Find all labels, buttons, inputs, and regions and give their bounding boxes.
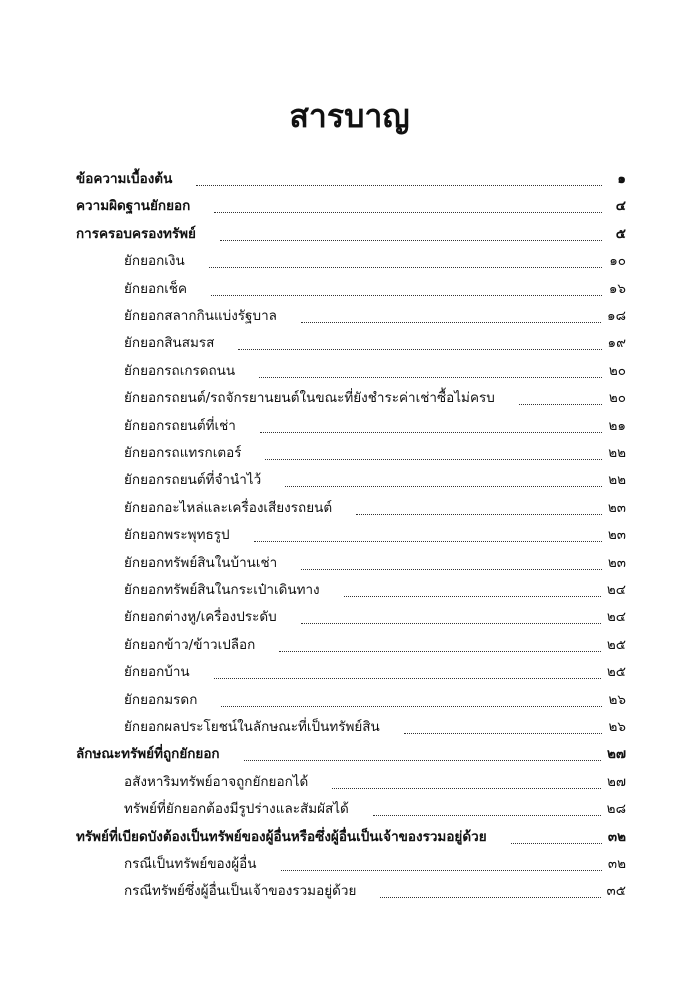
toc-entry-label: ยักยอกพระพุทธรูป <box>124 527 230 544</box>
dot-leader <box>259 377 602 378</box>
toc-entry-label: ยักยอกมรดก <box>124 691 198 708</box>
toc-entry <box>124 413 626 440</box>
toc-entry-label: ยักยอกเช็ค <box>124 280 188 297</box>
dot-leader <box>260 432 602 433</box>
dot-leader <box>211 295 602 296</box>
toc-entry-label: ข้อความเบื้องต้น <box>76 171 173 187</box>
dot-leader <box>214 678 601 679</box>
toc-entry <box>124 495 626 522</box>
toc-entry <box>124 467 626 494</box>
toc-entry <box>124 851 626 878</box>
toc-entry <box>124 878 626 905</box>
toc-entry <box>124 577 626 604</box>
toc-entry-label: ยักยอกต่างหู/เครื่องประดับ <box>124 609 277 626</box>
toc-entry-page: ๒๔ <box>606 609 626 626</box>
toc-entry-page: ๓๒ <box>607 856 626 872</box>
toc-entry-page: ๑๙ <box>607 335 626 352</box>
toc-entry-page: ๒๐ <box>608 390 626 407</box>
toc-entry <box>124 550 626 577</box>
toc-entry <box>124 440 626 467</box>
toc-entry <box>124 522 626 549</box>
page-title: สารบาญ <box>289 97 410 135</box>
toc-entry <box>124 330 626 357</box>
toc-entry-label: ยักยอกรถยนต์ที่เช่า <box>124 417 236 434</box>
toc-entry-label: ทรัพย์ที่ยักยอกต้องมีรูปร่างและสัมผัสได้ <box>124 801 349 818</box>
toc-entry-label: กรณีทรัพย์ซึ่งผู้อื่นเป็นเจ้าของรวมอยู่ด้วย <box>124 883 357 900</box>
toc-entry <box>124 796 626 823</box>
dot-leader <box>404 733 602 734</box>
toc-entry-label: ยักยอกรถเกรดถนน <box>124 362 236 379</box>
toc-entry-label: ยักยอกข้าว/ข้าวเปลือก <box>124 636 256 653</box>
toc-entry <box>124 276 626 303</box>
toc-entry <box>124 687 626 714</box>
toc-entry <box>124 385 626 412</box>
dot-leader <box>220 240 602 241</box>
dot-leader <box>344 596 601 597</box>
toc-entry-page: ๒๓ <box>607 499 626 516</box>
dot-leader <box>265 459 602 460</box>
dot-leader <box>279 651 601 652</box>
dot-leader <box>301 623 601 624</box>
dot-leader <box>238 349 601 350</box>
toc-entry-label: ลักษณะทรัพย์ที่ถูกยักยอก <box>76 746 220 763</box>
toc-entry-page: ๑ <box>617 171 626 187</box>
toc-entry-label: ยักยอกรถยนต์ที่จำนำไว้ <box>124 472 262 489</box>
toc-entry-page: ๒๗ <box>606 746 626 763</box>
dot-leader <box>214 212 602 213</box>
toc-entry-label: ยักยอกสลากกินแบ่งรัฐบาล <box>124 308 277 324</box>
toc-entry-page: ๒๐ <box>608 362 626 379</box>
toc-entry-page: ๕ <box>615 225 626 242</box>
toc-entry <box>124 248 626 275</box>
toc-entry-page: ๒๔ <box>606 582 626 598</box>
toc-entry <box>124 714 626 741</box>
toc-entry-label: ยักยอกสินสมรส <box>124 335 215 352</box>
toc-entry-page: ๑๘ <box>607 308 626 324</box>
toc-entry-page: ๓๒ <box>607 828 626 845</box>
toc-entry-label: การครอบครองทรัพย์ <box>76 225 196 242</box>
toc-entry-page: ๒๖ <box>608 719 626 735</box>
toc-entry <box>124 358 626 385</box>
toc-entry <box>124 604 626 631</box>
dot-leader <box>301 569 602 570</box>
dot-leader <box>244 760 601 761</box>
toc-entry-page: ๒๒ <box>608 445 626 461</box>
toc-entry-page: ๒๘ <box>606 801 626 818</box>
dot-leader <box>373 815 601 816</box>
toc-entry-page: ๒๑ <box>608 417 626 434</box>
toc-entry <box>76 166 626 193</box>
toc-entry-label: ยักยอกผลประโยชน์ในลักษณะที่เป็นทรัพย์สิน <box>124 719 380 735</box>
dot-leader <box>254 541 602 542</box>
dot-leader <box>519 404 602 405</box>
toc-entry <box>124 303 626 330</box>
toc-entry <box>76 741 626 768</box>
toc-entry <box>76 824 626 851</box>
toc-entry-label: ความผิดฐานยักยอก <box>76 198 191 215</box>
toc-entry-page: ๒๓ <box>607 554 626 571</box>
dot-leader <box>196 185 602 186</box>
toc-entry-label: ยักยอกทรัพย์สินในกระเป๋าเดินทาง <box>124 582 320 598</box>
toc-entry-page: ๒๗ <box>606 773 626 790</box>
toc-entry <box>124 632 626 659</box>
toc-entry-page: ๒๕ <box>606 664 626 681</box>
dot-leader <box>281 870 602 871</box>
toc-entry-page: ๒๒ <box>608 472 626 489</box>
toc-entry-label: ยักยอกอะไหล่และเครื่องเสียงรถยนต์ <box>124 499 333 516</box>
toc-entry-page: ๑๖ <box>608 280 626 297</box>
toc-entry <box>76 193 626 220</box>
toc-entry-label: กรณีเป็นทรัพย์ของผู้อื่น <box>124 856 257 872</box>
toc-entry-label: อสังหาริมทรัพย์อาจถูกยักยอกได้ <box>124 773 309 790</box>
toc-entry-page: ๓๕ <box>606 883 626 900</box>
dot-leader <box>356 514 602 515</box>
toc-entry-page: ๔ <box>615 198 626 215</box>
toc-entry <box>76 221 626 248</box>
dot-leader <box>209 267 602 268</box>
toc-entry-page: ๒๖ <box>608 691 626 708</box>
toc-entry-label: ยักยอกรถยนต์/รถจักรยานยนต์ในขณะที่ยังชำระค่าเช่าซื้อไม่ครบ <box>124 390 495 407</box>
toc-entry-page: ๒๓ <box>607 527 626 544</box>
toc-entry-label: ยักยอกทรัพย์สินในบ้านเช่า <box>124 554 278 571</box>
dot-leader <box>380 897 600 898</box>
toc-entry-label: ยักยอกบ้าน <box>124 664 190 681</box>
toc-entry-label: ยักยอกรถแทรกเตอร์ <box>124 445 242 461</box>
toc-entry-label: ยักยอกเงิน <box>124 253 185 270</box>
toc-entry-page: ๑๐ <box>609 253 626 270</box>
dot-leader <box>221 706 602 707</box>
dot-leader <box>511 843 602 844</box>
dot-leader <box>332 788 601 789</box>
toc-entry-label: ทรัพย์ที่เบียดบังต้องเป็นทรัพย์ของผู้อื่นหรือซึ่งผู้อื่นเป็นเจ้าของรวมอยู่ด้วย <box>76 828 487 845</box>
dot-leader <box>285 486 602 487</box>
toc-entry <box>124 659 626 686</box>
toc-entry-page: ๒๕ <box>606 636 626 653</box>
toc-entry <box>124 769 626 796</box>
dot-leader <box>301 322 601 323</box>
